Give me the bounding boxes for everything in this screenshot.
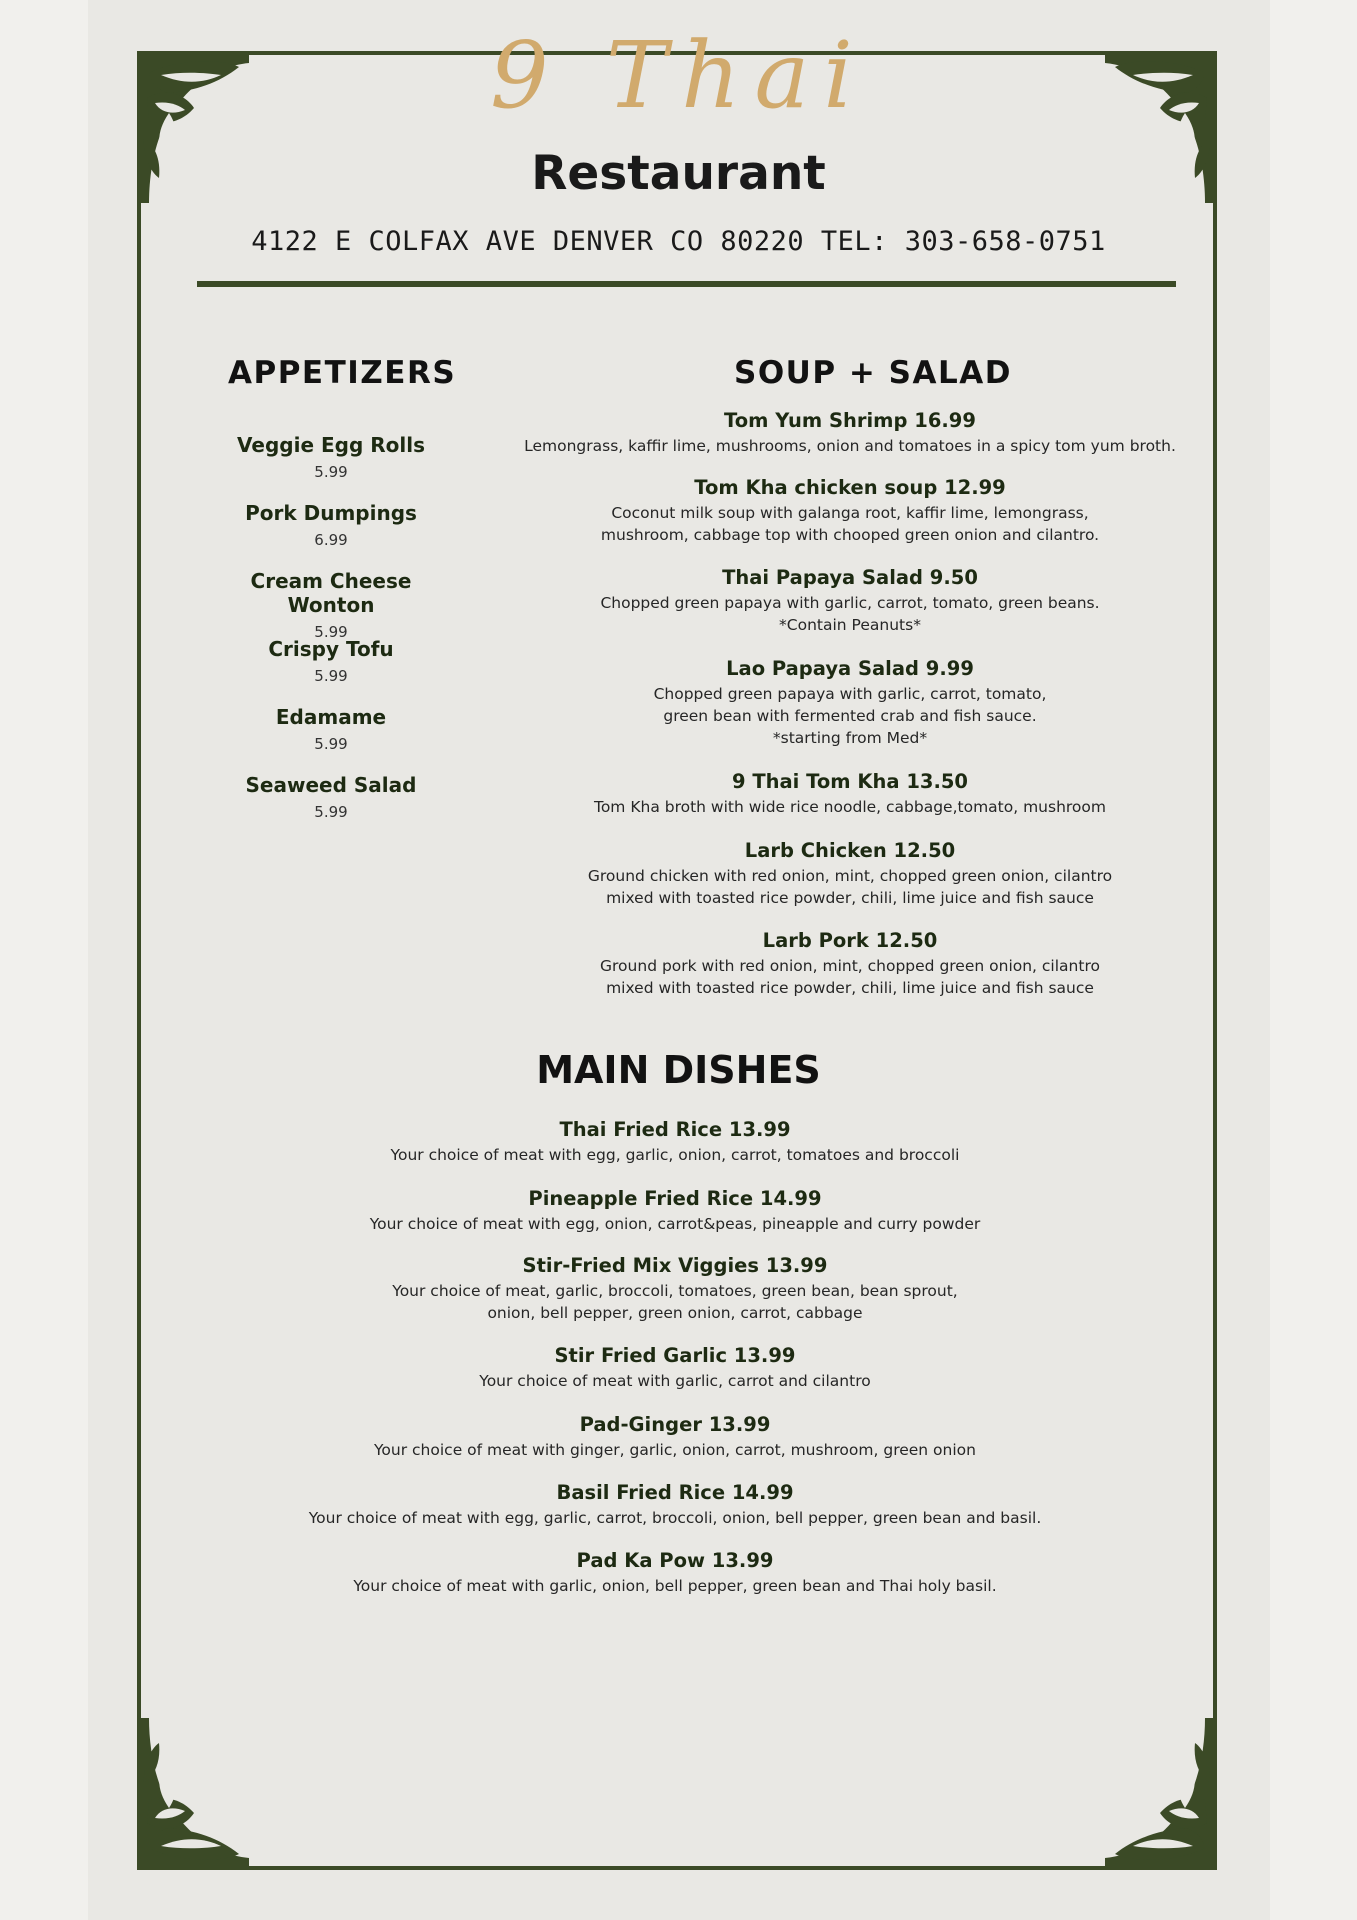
appetizers-list: [220, 433, 442, 841]
dish-description: Lemongrass, kaffir lime, mushrooms, onion and tomatoes in a spicy tom yum broth.: [524, 437, 1176, 455]
dish-description: mushroom, cabbage top with chooped green onion and cilantro.: [600, 526, 1100, 544]
menu-item: [500, 770, 1200, 818]
menu-item: [250, 1254, 1100, 1324]
dish-description: Your choice of meat with ginger, garlic, onion, carrot, mushroom, green onion: [374, 1441, 976, 1459]
dish-description: Your choice of meat with egg, onion, carrot&peas, pineapple and curry powder: [369, 1215, 981, 1233]
menu-item: [500, 839, 1200, 909]
dish-name: Pineapple Fried Rice 14.99: [528, 1187, 822, 1210]
dish-name: Tom Kha chicken soup 12.99: [694, 476, 1006, 499]
appetizer-name: Crispy Tofu: [268, 637, 394, 661]
menu-item: [250, 1413, 1100, 1461]
list-item: [220, 705, 442, 773]
menu-item: [500, 929, 1200, 999]
dish-description: Your choice of meat with egg, garlic, carrot, broccoli, onion, bell pepper, green bean and basil.: [308, 1509, 1042, 1527]
leaf-corner-ornament-icon: [139, 1718, 249, 1868]
list-item: [220, 501, 442, 569]
appetizer-name: Veggie Egg Rolls: [237, 433, 425, 457]
menu-item: [250, 1549, 1100, 1597]
dish-description: *Contain Peanuts*: [779, 616, 921, 634]
appetizer-name: Pork Dumpings: [245, 501, 417, 525]
restaurant-title: Restaurant: [531, 146, 826, 201]
list-item: [220, 773, 442, 841]
menu-item: [250, 1344, 1100, 1392]
dish-name: Larb Pork 12.50: [762, 929, 938, 952]
appetizer-price: 5.99: [314, 803, 348, 821]
menu-item: [500, 657, 1200, 749]
dish-description: mixed with toasted rice powder, chili, lime juice and fish sauce: [606, 889, 1094, 907]
dish-description: Ground chicken with red onion, mint, chopped green onion, cilantro: [587, 867, 1113, 885]
appetizer-name: Seaweed Salad: [245, 773, 417, 797]
restaurant-address: 4122 E COLFAX AVE DENVER CO 80220 TEL: 303-658-0751: [251, 226, 1106, 257]
appetizer-price: 5.99: [314, 463, 348, 481]
menu-item: [250, 1118, 1100, 1166]
menu-item: [500, 409, 1200, 457]
leaf-corner-ornament-icon: [1105, 1718, 1215, 1868]
dish-name: Larb Chicken 12.50: [744, 839, 956, 862]
dish-name: Thai Fried Rice 13.99: [559, 1118, 791, 1141]
appetizer-price: 6.99: [314, 531, 348, 549]
header-divider: [197, 281, 1176, 287]
appetizer-price: 5.99: [314, 623, 348, 641]
dish-description: Ground pork with red onion, mint, chopped green onion, cilantro: [600, 957, 1100, 975]
dish-name: Lao Papaya Salad 9.99: [726, 657, 974, 680]
appetizer-name: Cream Cheese Wonton: [250, 569, 412, 617]
dish-name: Stir-Fried Mix Viggies 13.99: [522, 1254, 828, 1277]
restaurant-logo: 9 Thai: [490, 22, 867, 129]
dish-description: green bean with fermented crab and fish sauce.: [663, 707, 1037, 725]
dish-description: Your choice of meat with garlic, carrot and cilantro: [479, 1372, 871, 1390]
menu-item: [250, 1481, 1100, 1529]
dish-description: Your choice of meat with garlic, onion, bell pepper, green bean and Thai holy basil.: [353, 1577, 997, 1595]
menu-item: [500, 476, 1200, 546]
dish-description: Chopped green papaya with garlic, carrot, tomato,: [653, 685, 1047, 703]
appetizer-price: 5.99: [314, 735, 348, 753]
dish-description: Your choice of meat, garlic, broccoli, tomatoes, green bean, bean sprout,: [392, 1282, 958, 1300]
dish-description: Coconut milk soup with galanga root, kaffir lime, lemongrass,: [611, 504, 1089, 522]
dish-name: Thai Papaya Salad 9.50: [722, 566, 978, 589]
list-item: [220, 569, 442, 641]
main-dishes-heading: MAIN DISHES: [536, 1048, 821, 1092]
dish-name: Pad Ka Pow 13.99: [576, 1549, 774, 1572]
dish-description: *starting from Med*: [772, 729, 928, 747]
dish-description: mixed with toasted rice powder, chili, lime juice and fish sauce: [606, 979, 1094, 997]
menu-item: [500, 566, 1200, 636]
dish-name: 9 Thai Tom Kha 13.50: [731, 770, 968, 793]
dish-description: Your choice of meat with egg, garlic, onion, carrot, tomatoes and broccoli: [390, 1146, 960, 1164]
dish-name: Pad-Ginger 13.99: [579, 1413, 771, 1436]
list-item: [220, 637, 442, 705]
appetizer-price: 5.99: [314, 667, 348, 685]
soup-salad-heading: SOUP + SALAD: [734, 355, 1012, 391]
appetizers-heading: APPETIZERS: [228, 355, 457, 391]
dish-description: Tom Kha broth with wide rice noodle, cabbage,tomato, mushroom: [593, 798, 1106, 816]
dish-name: Basil Fried Rice 14.99: [556, 1481, 794, 1504]
list-item: [220, 433, 442, 501]
dish-description: onion, bell pepper, green onion, carrot, cabbage: [487, 1304, 863, 1322]
menu-item: [250, 1187, 1100, 1235]
dish-description: Chopped green papaya with garlic, carrot, tomato, green beans.: [600, 594, 1100, 612]
dish-name: Tom Yum Shrimp 16.99: [724, 409, 976, 432]
appetizer-name: Edamame: [275, 705, 387, 729]
dish-name: Stir Fried Garlic 13.99: [554, 1344, 796, 1367]
